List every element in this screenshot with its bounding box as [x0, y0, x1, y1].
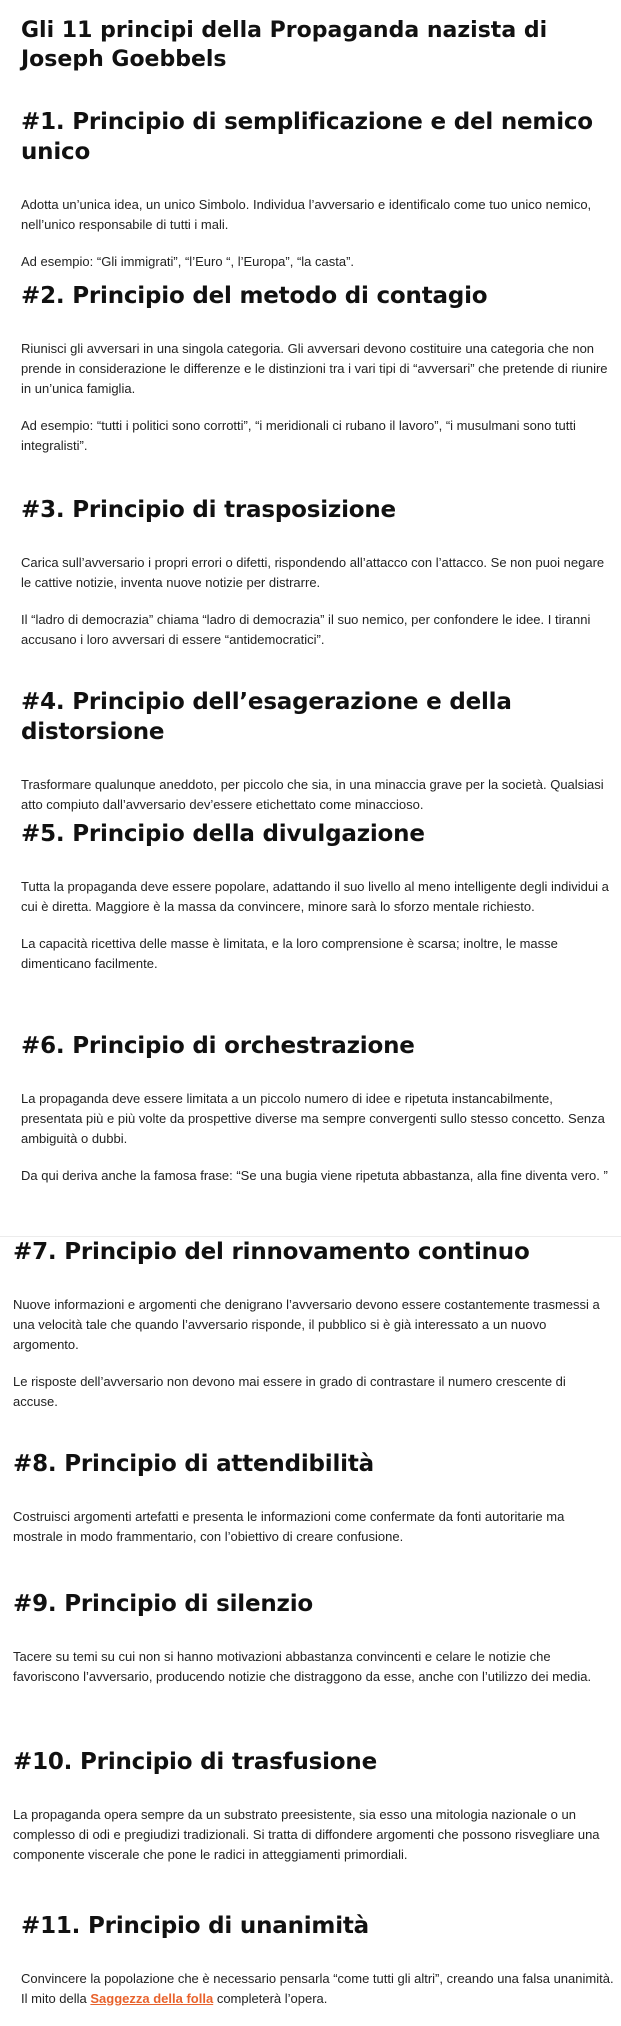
section-paragraph: Trasformare qualunque aneddoto, per piccolo che sia, in una minaccia grave per la società. Qualsiasi atto compiuto dall’avversario dev’essere etichettato come minaccioso.	[21, 777, 604, 812]
section-heading: #8. Principio di attendibilità	[13, 1451, 374, 1477]
section-heading: #7. Principio del rinnovamento continuo	[13, 1239, 530, 1265]
section-principle-11	[21, 1911, 616, 2026]
section-principle-5	[21, 819, 616, 991]
section-paragraph: Nuove informazioni e argomenti che denigrano l’avversario devono essere costantemente trasmessi a una velocità tale che quando l’avversario risponde, il pubblico si è già interessato a un nuovo argomento.	[13, 1297, 600, 1352]
section-paragraph: Costruisci argomenti artefatti e presenta le informazioni come confermate da fonti autoritarie ma mostrale in modo frammentario, con l’obiettivo di creare confusione.	[13, 1509, 565, 1544]
section-heading: #4. Principio dell’esagerazione e della distorsione	[21, 689, 512, 745]
section-paragraph: Carica sull’avversario i propri errori o difetti, rispondendo all’attacco con l’attacco. Se non puoi negare le cattive notizie, inventa nuove notizie per distrarre.	[21, 555, 605, 590]
section-heading: #3. Principio di trasposizione	[21, 497, 396, 523]
section-paragraph: Ad esempio: “tutti i politici sono corrotti”, “i meridionali ci rubano il lavoro”, “i musulmani sono tutti integralisti”.	[21, 418, 576, 453]
section-paragraph: Tutta la propaganda deve essere popolare, adattando il suo livello al meno intelligente degli individui a cui è diretta. Maggiore è la massa da convincere, minore sarà lo sforzo mentale richiesto.	[21, 879, 609, 914]
section-paragraph: Da qui deriva anche la famosa frase: “Se una bugia viene ripetuta abbastanza, alla fine diventa vero. ”	[21, 1168, 608, 1183]
section-paragraph: Riunisci gli avversari in una singola categoria. Gli avversari devono costituire una categoria che non prende in considerazione le differenze e le distinzioni tra i vari tipi di “avversari” che pretende di riunire in un’unica famiglia.	[21, 341, 608, 396]
section-principle-9	[13, 1589, 608, 1704]
section-paragraph: Ad esempio: “Gli immigrati”, “l’Euro “, l’Europa”, “la casta”.	[21, 254, 355, 269]
section-principle-6	[21, 1031, 616, 1203]
section-heading: #6. Principio di orchestrazione	[21, 1033, 415, 1059]
section-paragraph: Il “ladro di democrazia” chiama “ladro di democrazia” il suo nemico, per confondere le idee. I tiranni accusano i loro avversari di essere “antidemocratici”.	[21, 612, 591, 647]
section-principle-10	[13, 1747, 608, 1882]
section-paragraph: Tacere su temi su cui non si hanno motivazioni abbastanza convincenti e celare le notizie che favoriscono l’avversario, producendo notizie che distraggono da esse, anche con l’utilizzo dei media.	[13, 1649, 592, 1684]
section-principle-8	[13, 1449, 608, 1564]
section-paragraph: Adotta un’unica idea, un unico Simbolo. Individua l’avversario e identificalo come tuo unico nemico, nell’unico responsabile di tutti i mali.	[21, 197, 592, 232]
section-principle-7	[13, 1237, 608, 1429]
section-paragraph: La propaganda opera sempre da un substrato preesistente, sia esso una mitologia nazionale o un complesso di odi e pregiudizi tradizionali. Si tratta di diffondere argomenti che possono risvegliare una componente viscerale che pone le radici in atteggiamenti primordiali.	[13, 1807, 600, 1862]
paragraph-text-start: Convincere la popolazione che è necessario pensarla “come tutti gli altri”, creando una falsa unanimità. Il mito della	[21, 1971, 614, 2006]
section-heading: #11. Principio di unanimità	[21, 1913, 370, 1939]
section-paragraph: La capacità ricettiva delle masse è limitata, e la loro comprensione è scarsa; inoltre, le masse dimenticano facilmente.	[21, 936, 558, 971]
section-principle-3	[21, 495, 616, 667]
section-paragraph: Le risposte dell’avversario non devono mai essere in grado di contrastare il numero crescente di accuse.	[13, 1374, 566, 1409]
section-paragraph: La propaganda deve essere limitata a un piccolo numero di idee e ripetuta instancabilmente, presentata più e più volte da prospettive diverse ma sempre convergenti sullo stesso concetto. Senza ambiguità o dubbi.	[21, 1091, 605, 1146]
saggezza-della-folla-link[interactable]: Saggezza della folla	[90, 1991, 214, 2006]
section-paragraph	[21, 1969, 616, 2009]
section-principle-2	[21, 281, 616, 473]
section-heading: #1. Principio di semplificazione e del nemico unico	[21, 109, 593, 165]
section-heading: #9. Principio di silenzio	[13, 1591, 314, 1617]
section-principle-1	[21, 107, 616, 289]
page-title: Gli 11 principi della Propaganda nazista di Joseph Goebbels	[21, 18, 548, 72]
paragraph-text-end: completerà l’opera.	[216, 1991, 328, 2006]
section-heading: #2. Principio del metodo di contagio	[21, 283, 488, 309]
section-heading: #10. Principio di trasfusione	[13, 1749, 377, 1775]
section-principle-4	[21, 687, 616, 832]
section-heading: #5. Principio della divulgazione	[21, 821, 425, 847]
